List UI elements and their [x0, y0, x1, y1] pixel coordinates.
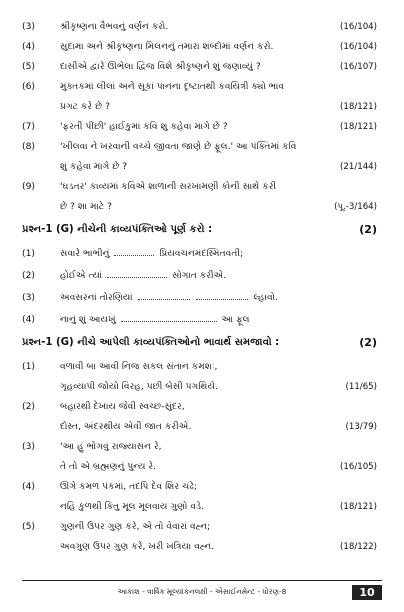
- fill-blank-line: [60, 312, 250, 328]
- question-number: (2): [22, 270, 36, 281]
- fill-blank-row: [0, 268, 404, 284]
- poem-line: અવગુણ ઉપર ગુણ કરે, ખરી ખત્રિયા વહ્ન.: [60, 541, 215, 552]
- section-marks: (2): [359, 336, 377, 349]
- question-reference: (11/65): [345, 382, 377, 392]
- fill-blank-after: પ્રિયવચનમંદસ્મિતવતી;: [159, 248, 244, 259]
- explain-row: [0, 459, 404, 475]
- question-reference: (16/104): [340, 22, 377, 32]
- question-reference: (21/144): [340, 162, 377, 172]
- explain-row: [0, 379, 404, 395]
- question-row: [0, 59, 404, 75]
- page-footer: [0, 584, 404, 600]
- question-number: (8): [22, 141, 36, 152]
- question-text: 'ઘડતર' કાવ્યમાં કવિએ શાળાની સરખામણી કોની સાથે કરી: [60, 181, 277, 192]
- fill-blank-line: [60, 246, 243, 262]
- poem-line: તે તો એ બ્રહ્મણનું પુન્ય રે.: [60, 461, 157, 472]
- question-number: (3): [22, 21, 36, 32]
- blank-space: [114, 248, 154, 256]
- question-number: (6): [22, 81, 36, 92]
- explain-row: [0, 539, 404, 555]
- question-text: 'ખીલવા ને ખરવાની વચ્ચે જીવતા જાણે છે ફૂલ.' આ પંક્તિમાં કવિ: [60, 141, 297, 152]
- question-text: સુદામા અને શ્રીકૃષ્ણના મિલનનું તમારા શબ્દોમાં વર્ણન કરો.: [60, 41, 274, 52]
- poem-line: વળાવી બા આવી નિજ સકલ સંતાન કમશઃ,: [60, 361, 218, 372]
- section-title: પ્રશ્ન-1 (G) નીચેની કાવ્યપંક્તિઓ પૂર્ણ કરો :: [22, 224, 213, 235]
- question-text: મુક્તકમાં લીલાં અને સૂકાં પાનના દૃષ્ટાંતથી કવયિત્રી ક્યો ભાવ: [60, 81, 285, 92]
- question-number: (3): [22, 292, 36, 303]
- footer-text: આકાશ - વાર્ષિક મૂલ્યાંકનલક્ષી - એસાઈનમેન્ટ - ધોરણ-8: [117, 587, 287, 596]
- question-reference: (પૂ.-3/164): [334, 202, 377, 212]
- question-reference: (18/121): [340, 102, 377, 112]
- footer-divider: [22, 580, 382, 581]
- question-row: [0, 79, 404, 95]
- question-text: છે ? શા માટે ?: [60, 201, 112, 212]
- blank-space: [196, 292, 248, 300]
- poem-line: ઊગે કમળ પંકમાં, તદપિ દેવ શિર ચઢે;: [60, 481, 198, 492]
- blank-space: [121, 314, 217, 322]
- fill-blank-after: સોગાત કરીએ.: [172, 270, 227, 281]
- question-row: [0, 199, 404, 215]
- question-reference: (16/107): [340, 62, 377, 72]
- poem-line: બહારથી દેખાય જેવી સ્વચ્છ-સુંદર,: [60, 401, 185, 412]
- question-number: (4): [22, 314, 36, 325]
- explain-row: [0, 499, 404, 515]
- question-row: [0, 19, 404, 35]
- poem-line: દોસ્ત, અંદરથીય એવી જાત કરીએ.: [60, 421, 192, 432]
- question-row: [0, 139, 404, 155]
- fill-blank-before: અવસરનાં તોરણિયાં: [60, 292, 133, 303]
- poem-line: ગૃહવ્યાપી જોયો વિરહ, પછી બેસી પગથિયે.: [60, 381, 218, 392]
- question-number: (3): [22, 441, 36, 452]
- fill-blank-before: હોઈએ ત્યાં: [60, 270, 103, 281]
- section-heading-complete-lines: [0, 222, 404, 238]
- fill-blank-after: લ્હાવો.: [253, 292, 278, 303]
- blank-space: [107, 270, 167, 278]
- explain-row: [0, 359, 404, 375]
- explain-row: [0, 439, 404, 455]
- section-title: પ્રશ્ન-1 (G) નીચે આપેલી કાવ્યપંક્તિઓનો ભાવાર્થ સમજાવો :: [22, 337, 280, 348]
- question-number: (1): [22, 248, 36, 259]
- question-number: (7): [22, 121, 36, 132]
- fill-blank-after: આ ફૂલ: [221, 314, 250, 325]
- question-row: [0, 99, 404, 115]
- fill-blank-row: [0, 290, 404, 306]
- question-number: (9): [22, 181, 36, 192]
- question-number: (5): [22, 521, 36, 532]
- question-reference: (13/79): [345, 422, 377, 432]
- question-text: શું કહેવા માગે છે ?: [60, 161, 128, 172]
- explain-row: [0, 399, 404, 415]
- explain-row: [0, 519, 404, 535]
- explain-row: [0, 479, 404, 495]
- fill-blank-row: [0, 312, 404, 328]
- question-reference: (18/122): [340, 542, 377, 552]
- question-number: (4): [22, 41, 36, 52]
- blank-space: [138, 292, 190, 300]
- question-text: 'ફરતી પીંછી' હાઈકુમાં કવિ શું કહેવા માગે છે ?: [60, 121, 228, 132]
- page-number: 10: [352, 585, 382, 600]
- section-marks: (2): [359, 223, 377, 236]
- explain-row: [0, 419, 404, 435]
- fill-blank-row: [0, 246, 404, 262]
- fill-blank-before: સવારે ભાભીનું: [60, 248, 110, 259]
- question-text: દાસીએ દ્વારે ઊભેલા દ્વિજ વિશે શ્રીકૃષ્ણને શું જણાવ્યું ?: [60, 61, 261, 72]
- question-reference: (18/121): [340, 502, 377, 512]
- section-heading-explain-lines: [0, 335, 404, 351]
- fill-blank-line: [60, 268, 226, 284]
- question-text: પ્રગટ કરે છે ?: [60, 101, 110, 112]
- question-reference: (16/105): [340, 462, 377, 472]
- question-number: (1): [22, 361, 36, 372]
- question-row: [0, 179, 404, 195]
- question-row: [0, 119, 404, 135]
- question-row: [0, 39, 404, 55]
- question-number: (4): [22, 481, 36, 492]
- question-reference: (16/104): [340, 42, 377, 52]
- fill-blank-before: નાનું શું આયખું: [60, 314, 116, 325]
- question-reference: (18/121): [340, 122, 377, 132]
- question-row: [0, 159, 404, 175]
- question-number: (2): [22, 401, 36, 412]
- poem-line: ગુણની ઉપર ગુણ કરે, એ તો વેવારાં વહ્ન;: [60, 521, 211, 532]
- poem-line: નહિ કુળથી કિંતુ મૂલ મૂલવાય ગુણો વડે.: [60, 501, 205, 512]
- fill-blank-line: [60, 290, 278, 306]
- poem-line: 'આ હું ભોગવું રાજ્યાસન રે,: [60, 441, 162, 452]
- question-text: શ્રીકૃષ્ણના વૈભવનું વર્ણન કરો.: [60, 21, 169, 32]
- question-number: (5): [22, 61, 36, 72]
